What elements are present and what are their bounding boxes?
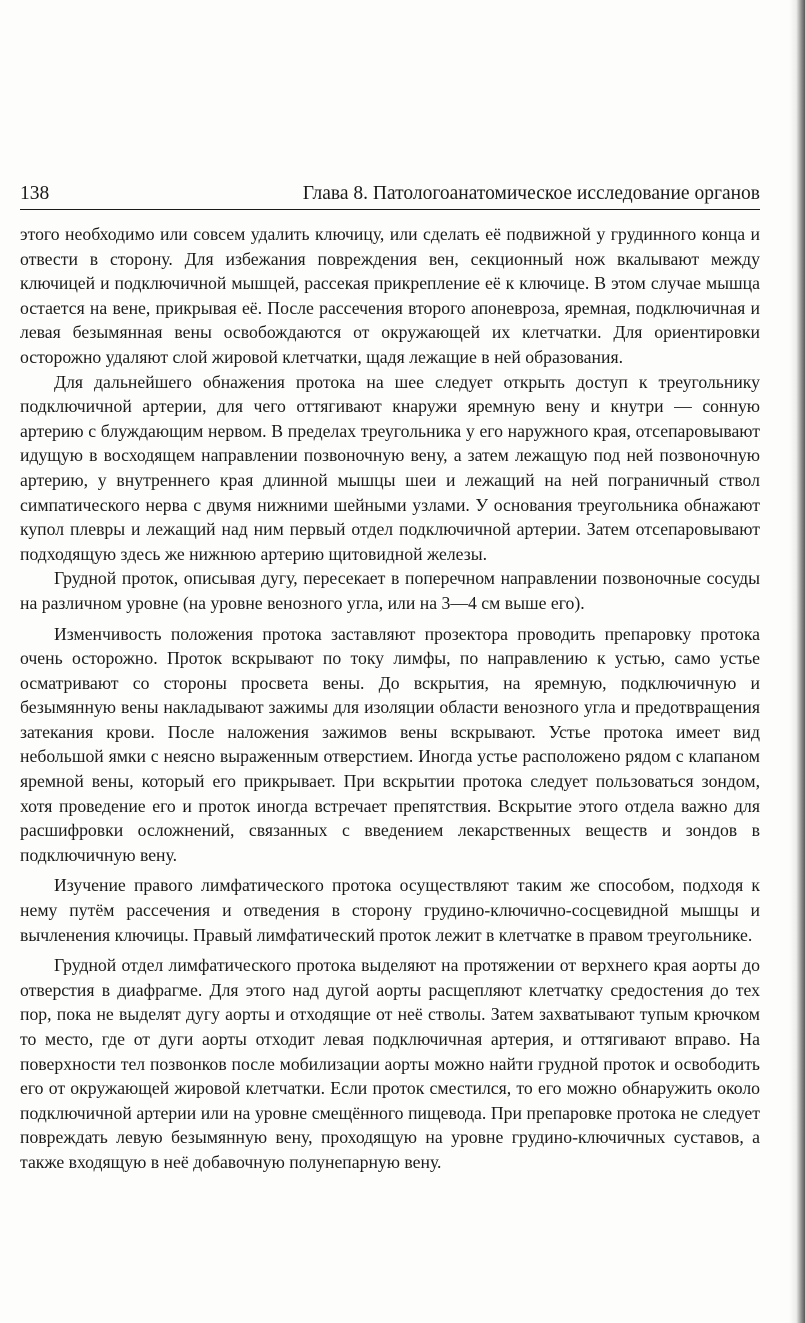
paragraph: Для дальнейшего обнажения протока на шее следует открыть доступ к треугольнику подключичной артерии, для чего оттягивают кнаружи яремную вену и кнутри — сонную артерию с блуждающим нервом. В пределах треугольника у его наружного края, отсепаровывают идущую в восходящем направлении позвоночную вену, а затем лежащую под ней позвоночную артерию, у внутреннего края длинной мышцы шеи и лежащий на ней пограничный ствол симпатического нерва с двумя нижними шейными узлами. У основания треугольника обнажают купол плевры и лежащий над ним первый отдел подключичной артерии. Затем отсепаровывают подходящую здесь же нижнюю артерию щитовидной железы. bbox=[20, 371, 760, 564]
paragraph: Изучение правого лимфатического протока осуществляют таким же способом, подходя к нему путём рассечения и отведения в сторону грудино-ключично-сосцевидной мышцы и вычленения ключицы. Правый лимфатический проток лежит в клетчатке в правом треугольнике. bbox=[20, 875, 760, 945]
page-header bbox=[20, 179, 760, 209]
header-rule bbox=[20, 209, 760, 210]
page-number: 138 bbox=[20, 183, 50, 204]
paragraph: Грудной отдел лимфатического протока выделяют на протяжении от верхнего края аорты до отверстия в диафрагме. Для этого над дугой аорты расщепляют клетчатку средостения до тех пор, пока не выделят дугу аорты и отходящие от неё стволы. Затем захватывают тупым крючком то место, где от дуги аорты отходит левая подключичная артерия, и оттягивают вправо. На поверхности тел позвонков после мобилизации аорты можно найти грудной проток и освободить его от окружающей жировой клетчатки. Если проток сместился, то его можно обнаружить около подключичной артерии или на уровне смещённого пищевода. При препаровке протока не следует повреждать левую безымянную вену, проходящую на уровне грудино-ключичных суставов, а также входящую в неё добавочную полунепарную вену. bbox=[20, 955, 760, 1172]
paragraph: этого необходимо или совсем удалить ключицу, или сделать её подвижной у грудинного конца и отвести в сторону. Для избежания повреждения вен, секционный нож вкалывают между ключицей и подключичной мышцей, рассекая прикрепление её к ключице. В этом случае мышца остается на вене, прикрывая её. После рассечения второго апоневроза, яремная, подключичная и левая безымянная вены освобождаются от окружающей их клетчатки. Для ориентировки осторожно удаляют слой жировой клетчатки, щадя лежащие в ней образования. bbox=[20, 224, 760, 367]
page-binding-shadow bbox=[789, 0, 805, 1323]
body-text bbox=[20, 222, 760, 1175]
running-title: Глава 8. Патологоанатомическое исследование органов bbox=[302, 183, 760, 204]
paragraph: Грудной проток, описывая дугу, пересекает в поперечном направлении позвоночные сосуды на различном уровне (на уровне венозного угла, или на 3—4 см выше его). bbox=[20, 568, 760, 613]
paragraph: Изменчивость положения протока заставляют прозектора проводить препаровку протока очень осторожно. Проток вскрывают по току лимфы, по направлению к устью, само устье осматривают со стороны просвета вены. До вскрытия, на яремную, подключичную и безымянную вены накладывают зажимы для изоляции области венозного угла и предотвращения затекания крови. После наложения зажимов вены вскрывают. Устье протока имеет вид небольшой ямки с неясно выраженным отверстием. Иногда устье расположено рядом с клапаном яремной вены, который его прикрывает. При вскрытии протока следует пользоваться зондом, хотя проведение его и проток иногда встречает препятствия. Вскрытие этого отдела важно для расшифровки осложнений, связанных с введением лекарственных веществ и зондов в подключичную вену. bbox=[20, 623, 760, 865]
